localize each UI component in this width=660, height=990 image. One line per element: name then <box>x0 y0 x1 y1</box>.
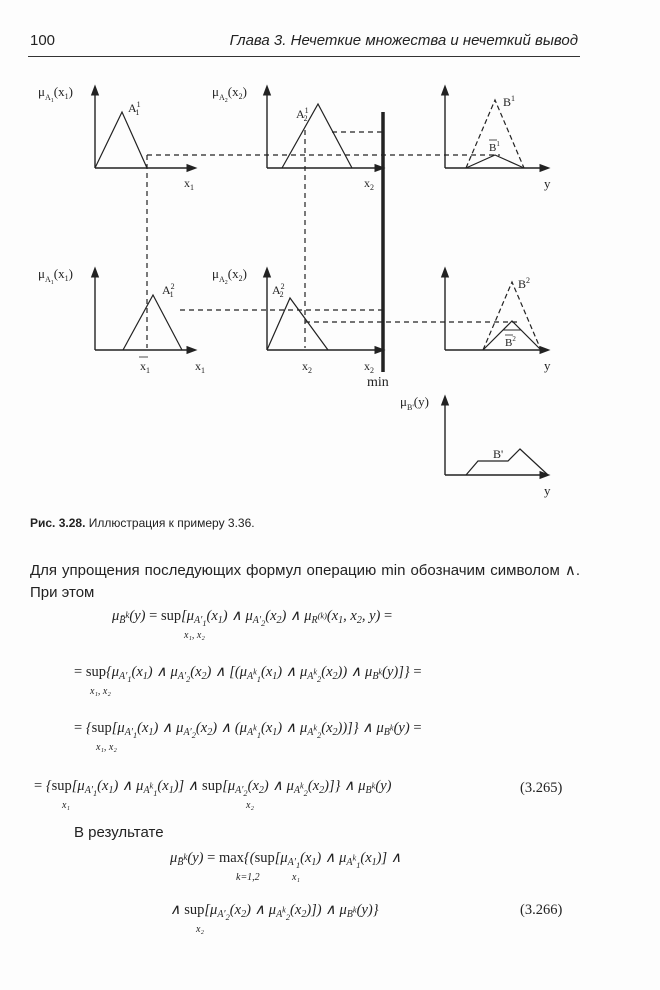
x2-axis-label: $x_2$ <box>364 176 374 192</box>
sup-limit: x₂ <box>196 924 204 935</box>
sup-operator: sup <box>85 664 106 680</box>
body-paragraph: Для упрощения последующих формул операцию min обозначим символом ∧. При этом <box>30 562 580 601</box>
x1-axis-label: $x_1$ <box>184 176 194 192</box>
dashed-connectors <box>147 130 520 348</box>
equation-number-266: (3.266) <box>520 902 563 918</box>
x1-axis-label: $x_1$ <box>195 359 205 375</box>
sup-operator: sup <box>51 778 72 794</box>
figure-caption <box>30 516 255 530</box>
equation-266-line-2: ∧ $sup[\mu_{A'_2}(x_2)$ ∧ $\mu_{A^k_2}(x_2)$]) ∧ $\mu_{B^k}(y)$} <box>170 902 379 922</box>
a11-label: $A^1$ 1 <box>128 100 141 117</box>
caption-text: Иллюстрация к примеру 3.36. <box>88 516 255 530</box>
y-axis-label: y <box>544 483 551 498</box>
plot-b-prime <box>400 394 551 498</box>
plot-a11 <box>38 84 194 192</box>
mu-b-prime-label: $\mu_{B'}(y)$ <box>400 394 429 412</box>
union-b-prime <box>466 449 548 475</box>
result-intro: В результате <box>74 824 164 841</box>
triangle-a21 <box>123 295 182 350</box>
plot-a12 <box>212 84 380 192</box>
a22-label: $A^2$ 2 <box>272 282 285 299</box>
b1-label: $B^1$ <box>503 94 516 109</box>
b2-label: $B^2$ <box>518 276 531 291</box>
y-axis-label: y <box>544 358 551 373</box>
mu-a12-label: $\mu_A2(x_2)$ <box>212 84 247 104</box>
sup-limit: x₁, x₂ <box>184 630 205 641</box>
plot-a21 <box>38 266 205 375</box>
a21-label: $A^2$ 1 <box>162 282 175 299</box>
equation-line-2: = $sup\{\mu_{A'_1}(x_1)$ ∧ $\mu_{A'_2}(x_2)$ ∧ [($\mu_{A^k_1}(x_1)$ ∧ $\mu_{A^k_2}(x_2)$) ∧ $\mu_{B^k}(y)$]} = <box>74 664 422 684</box>
triangle-b1 <box>466 100 524 168</box>
max-limit: k=1,2 <box>236 872 260 883</box>
min-label: min <box>367 375 389 390</box>
chapter-title: Глава 3. Нечеткие множества и нечеткий вывод <box>229 32 578 49</box>
sup-limit: x₁ <box>62 800 70 811</box>
triangle-a12 <box>282 104 352 168</box>
sup-operator: sup <box>91 720 112 736</box>
mu-a22-label: $\mu_A2(x_2)$ <box>212 266 247 286</box>
x2-axis-label: $x_2$ <box>364 359 374 375</box>
b1-bar-label: $B^1$ <box>489 140 500 154</box>
caption-number: Рис. 3.28. <box>30 516 86 530</box>
plot-a22 <box>212 266 380 375</box>
sup-limit: x₁ <box>292 872 300 883</box>
sup-operator: sup <box>184 902 205 918</box>
mu-a11-label: $\mu_A1(x_1)$ <box>38 84 73 104</box>
sup-limit: x₁, x₂ <box>90 686 111 697</box>
equation-number-265: (3.265) <box>520 780 563 796</box>
mu-a21-label: $\mu_A1(x_1)$ <box>38 266 73 286</box>
clipped-b1 <box>466 155 524 168</box>
sup-limit: x₁, x₂ <box>96 742 117 753</box>
x2-value-label: $x_2$ <box>302 359 312 375</box>
plot-b1 <box>445 90 551 191</box>
equation-line-3: = {$sup[\mu_{A'_1}(x_1)$ ∧ $\mu_{A'_2}(x_2)$ ∧ ($\mu_{A^k_1}(x_1)$ ∧ $\mu_{A^k_2}(x_2)$)]} ∧ $\mu_{B^k}(y)$ = <box>74 720 422 740</box>
x1-bar-label: $x_1$ <box>140 359 150 375</box>
equation-266-line-1: $\mu_{B̄k}(y) = \max\{(sup[\mu_{A'_1}(x_1)$ ∧ $\mu_{A^k_1}(x_1)$] ∧ <box>170 850 402 870</box>
sup-operator: sup <box>202 778 223 794</box>
equation-line-1: $\mu_{B̄k}(y) = sup[\mu_{A'_1}(x_1)$ ∧ $\mu_{A'_2}(x_2)$ ∧ $\mu_{R^{(k)}}(x_1$, $x_2$, y) = <box>112 608 393 628</box>
triangle-a22 <box>267 298 328 350</box>
page-number: 100 <box>30 32 56 49</box>
b-prime-label: B' <box>493 447 504 461</box>
a12-label: $A^1$ 2 <box>296 106 309 123</box>
sup-operator: sup <box>160 608 182 624</box>
b2-bar-label: $B^2$ <box>505 335 516 349</box>
max-operator: max <box>218 850 244 866</box>
sup-operator: sup <box>254 850 275 866</box>
triangle-a11 <box>95 112 147 168</box>
y-axis-label: y <box>544 176 551 191</box>
sup-limit: x₂ <box>246 800 254 811</box>
equation-line-4: = {$sup[\mu_{A'_1}(x_1)$ ∧ $\mu_{A^k_1}(x_1)$] ∧ $sup[\mu_{A'_2}(x_2)$ ∧ $\mu_{A^k_2}(x_2)$]} ∧ $\mu_{B^k}(y)$ <box>34 778 392 798</box>
